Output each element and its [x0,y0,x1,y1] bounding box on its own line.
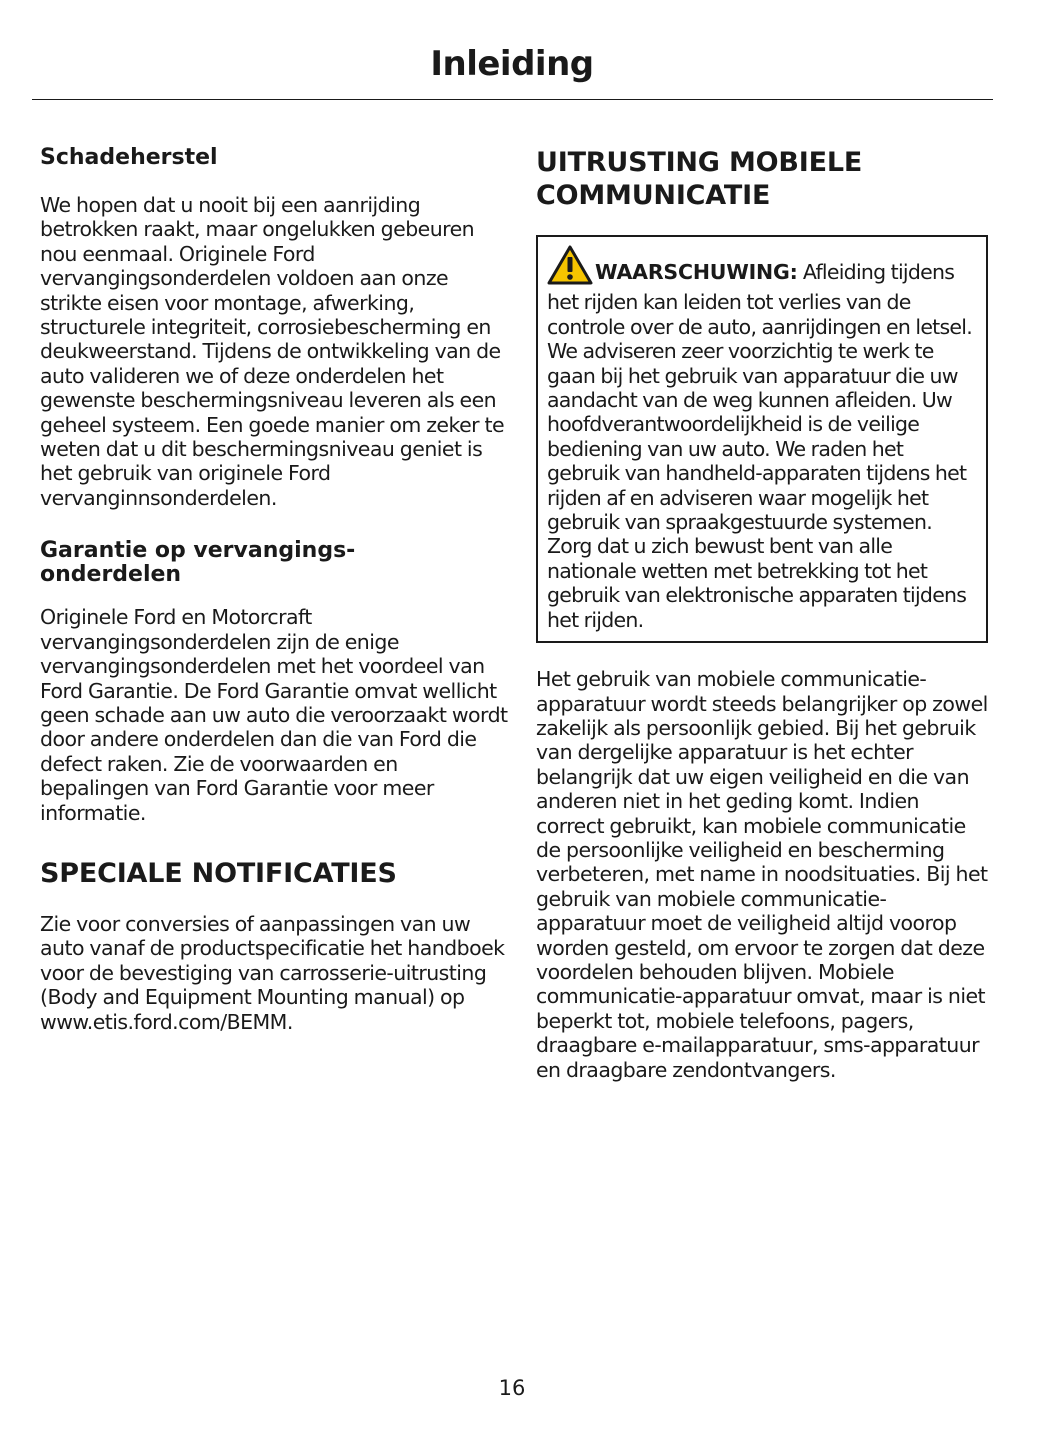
mobiele-communicatie-body: Het gebruik van mobiele communicatie-apparatuur wordt steeds belangrijker op zowel zakelijk als persoonlijk gebied. Bij het gebruik van dergelijke apparatuur is het echter belangrijk dat uw eigen veiligheid en die van anderen niet in het geding komt. Indien correct gebruikt, kan mobiele communicatie de persoonlijke veiligheid en bescherming verbeteren, met name in noodsituaties. Bij het gebruik van mobiele communicatie-apparatuur moet de veiligheid altijd voorop worden gesteld, om ervoor te zorgen dat deze voordelen behouden blijven. Mobiele communicatie-apparatuur omvat, maar is niet beperkt tot, mobiele telefoons, pagers, draagbare e-mailapparatuur, sms-apparatuur en draagbare zendontvangers. [536,667,988,1082]
left-column [40,140,510,1034]
mobiele-communicatie-heading-line1: UITRUSTING MOBIELE [536,147,863,178]
garantie-heading [40,539,510,587]
garantie-heading-line1: Garantie op vervangings- [40,538,356,564]
warning-box [536,235,988,643]
mobiele-communicatie-heading [536,146,988,212]
page-title: Inleiding [430,44,594,84]
garantie-heading-line2: onderdelen [40,562,182,588]
garantie-body: Originele Ford en Motorcraft vervangingsonderdelen zijn de enige vervangingsonderdelen met het voordeel van Ford Garantie. De Ford Garantie omvat wellicht geen schade aan uw auto die veroorzaakt wordt door andere onderdelen dan die van Ford die defect raken. Zie de voorwaarden en bepalingen van Ford Garantie voor meer informatie. [40,605,508,825]
page-number: 16 [498,1376,526,1400]
warning-paragraph [547,245,977,632]
schadeherstel-heading: Schadeherstel [40,145,218,170]
warning-text: Afleiding tijdens het rijden kan leiden tot verlies van de controle over de auto, aanrijdingen en letsel. We adviseren zeer voorzichtig te werk te gaan bij het gebruik van apparatuur die uw aandacht van de weg kunnen afleiden. Uw hoofdverantwoordelijkheid is de veilige bediening van uw auto. We raden het gebruik van handheld-apparaten tijdens het rijden af en adviseren waar mogelijk het gebruik van spraakgestuurde systemen. Zorg dat u zich bewust bent van alle nationale wetten met betrekking tot het gebruik van elektronische apparaten tijdens het rijden. [547,260,972,632]
speciale-notificaties-heading: SPECIALE NOTIFICATIES [40,857,397,889]
warning-label: WAARSCHUWING: [595,260,798,284]
header-divider [32,99,993,100]
warning-triangle-icon [547,245,593,290]
mobiele-communicatie-heading-line2: COMMUNICATIE [536,180,771,211]
right-column [536,140,988,1082]
schadeherstel-body: We hopen dat u nooit bij een aanrijding betrokken raakt, maar ongelukken gebeuren nou eenmaal. Originele Ford vervangingsonderdelen voldoen aan onze strikte eisen voor montage, afwerking, structurele integriteit, corrosiebescherming en deukweerstand. Tijdens de ontwikkeling van de auto valideren we of deze onderdelen het gewenste beschermingsniveau leveren als een geheel systeem. Een goede manier om zeker te weten dat u dit beschermingsniveau geniet is het gebruik van originele Ford vervanginnsonderdelen. [40,193,505,510]
speciale-notificaties-body: Zie voor conversies of aanpassingen van uw auto vanaf de productspecificatie het handboek voor de bevestiging van carrosserie-uitrusting (Body and Equipment Mounting manual) op www.etis.ford.com/BEMM. [40,911,505,1034]
